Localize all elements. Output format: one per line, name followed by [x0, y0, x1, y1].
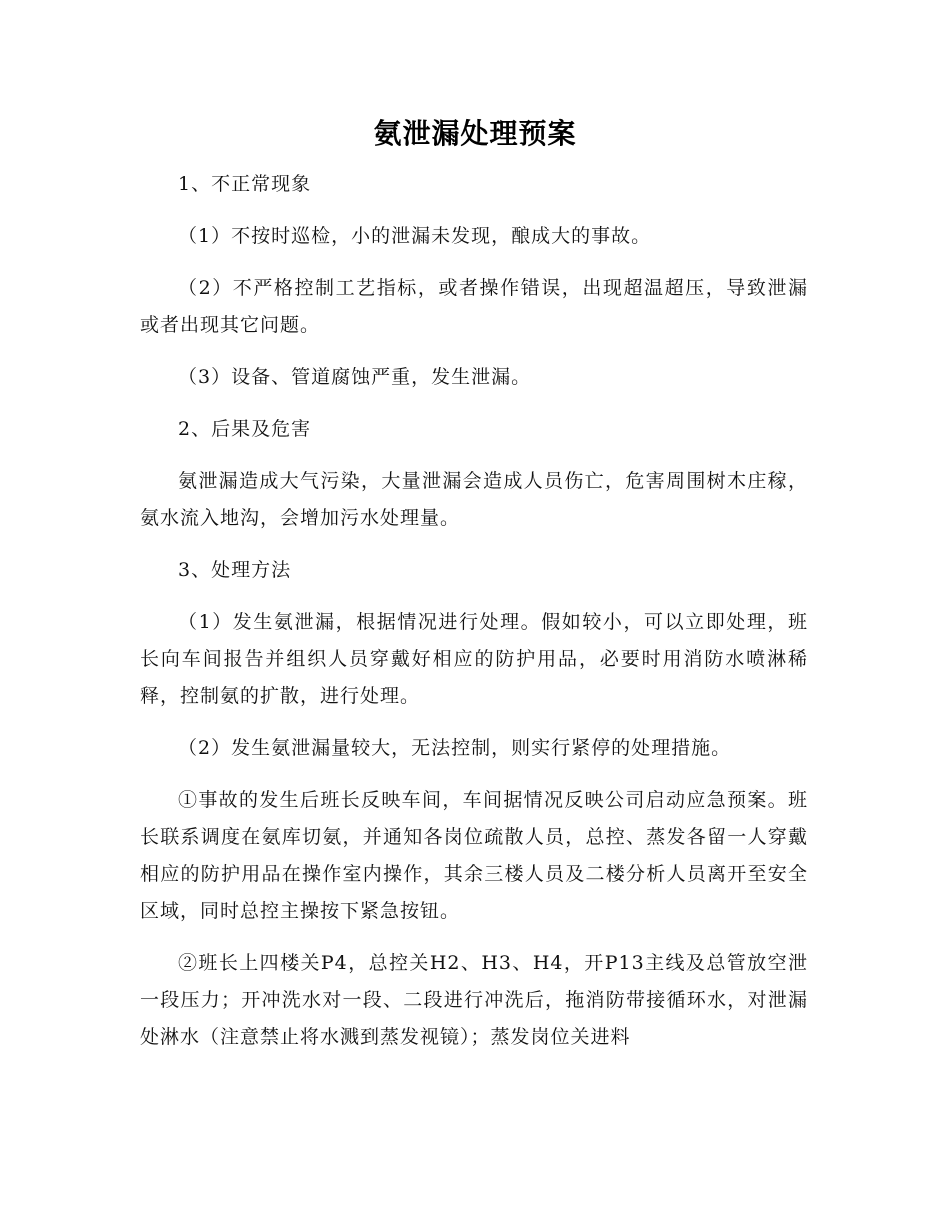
paragraph-item-1: （1）不按时巡检，小的泄漏未发现，酿成大的事故。: [178, 225, 652, 247]
paragraph-item-3: （3）设备、管道腐蚀严重，发生泄漏。: [178, 366, 532, 388]
paragraph-step-1: ①事故的发生后班长反映车间，车间据情况反映公司启动应急预案。班长联系调度在氨库切氨，并通知各岗位疏散人员，总控、蒸发各留一人穿戴相应的防护用品在操作室内操作，其余三楼人员及二楼分析人员离开至安全区域，同时总控主操按下紧急按钮。: [140, 789, 808, 922]
heading-consequences: 2、后果及危害: [178, 418, 312, 440]
paragraph-method-2: （2）发生氨泄漏量较大，无法控制，则实行紧停的处理措施。: [178, 737, 732, 759]
heading-abnormal-phenomena: 1、不正常现象: [178, 173, 312, 195]
paragraph-item-2: （2）不严格控制工艺指标，或者操作错误，出现超温超压，导致泄漏或者出现其它问题。: [140, 277, 808, 336]
document-title: 氨泄漏处理预案: [373, 117, 577, 150]
paragraph-method-1: （1）发生氨泄漏，根据情况进行处理。假如较小，可以立即处理，班长向车间报告并组织人员穿戴好相应的防护用品，必要时用消防水喷淋稀释，控制氨的扩散，进行处理。: [140, 611, 808, 707]
document-body: [140, 166, 808, 1071]
paragraph-step-2: ②班长上四楼关P4，总控关H2、H3、H4，开P13主线及总管放空泄一段压力；开冲洗水对一段、二段进行冲洗后，拖消防带接循环水，对泄漏处淋水（注意禁止将水溅到蒸发视镜）；蒸发岗位关进料: [140, 952, 808, 1048]
heading-handling-methods: 3、处理方法: [178, 559, 292, 581]
paragraph-consequences: 氨泄漏造成大气污染，大量泄漏会造成人员伤亡，危害周围树木庄稼，氨水流入地沟，会增加污水处理量。: [140, 470, 808, 529]
